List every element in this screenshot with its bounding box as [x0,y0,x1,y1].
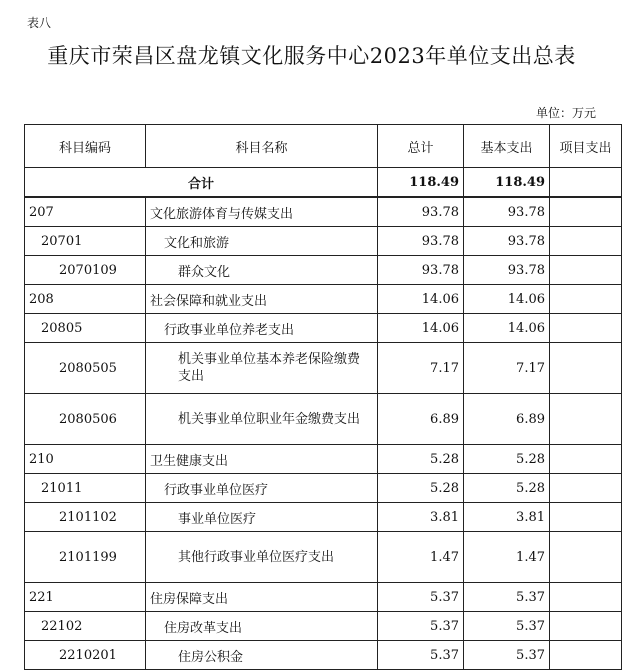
header-basic: 基本支出 [464,125,550,168]
row-code: 2080505 [25,343,146,394]
row-project [550,503,622,532]
row-name: 文化旅游体育与传媒支出 [146,197,378,227]
row-project [550,256,622,285]
row-basic: 1.47 [464,532,550,583]
total-row [25,168,622,198]
row-total: 93.78 [378,256,464,285]
row-project [550,227,622,256]
row-name: 机关事业单位职业年金缴费支出 [146,394,378,445]
row-code: 207 [25,197,146,227]
row-name: 卫生健康支出 [146,445,378,474]
table-row [25,285,622,314]
row-code: 20805 [25,314,146,343]
row-name: 行政事业单位养老支出 [146,314,378,343]
row-name: 行政事业单位医疗 [146,474,378,503]
total-total: 118.49 [378,168,464,198]
row-total: 93.78 [378,227,464,256]
row-name: 社会保障和就业支出 [146,285,378,314]
row-project [550,474,622,503]
row-code: 2101199 [25,532,146,583]
header-code: 科目编码 [25,125,146,168]
row-name: 住房公积金 [146,641,378,670]
row-project [550,285,622,314]
total-basic: 118.49 [464,168,550,198]
row-total: 7.17 [378,343,464,394]
row-total: 14.06 [378,285,464,314]
unit-label: 单位：万元 [535,106,596,120]
header-total: 总计 [378,125,464,168]
row-total: 5.37 [378,641,464,670]
row-project [550,445,622,474]
row-project [550,343,622,394]
row-total: 5.37 [378,583,464,612]
row-basic: 6.89 [464,394,550,445]
row-basic: 3.81 [464,503,550,532]
row-basic: 5.28 [464,445,550,474]
table-row [25,227,622,256]
row-name: 机关事业单位基本养老保险缴费支出 [146,343,378,394]
table-row [25,314,622,343]
row-basic: 14.06 [464,285,550,314]
total-project [550,168,622,198]
row-project [550,641,622,670]
row-basic: 7.17 [464,343,550,394]
row-basic: 93.78 [464,256,550,285]
table-row [25,474,622,503]
table-row [25,503,622,532]
row-name: 住房保障支出 [146,583,378,612]
row-project [550,532,622,583]
row-name: 其他行政事业单位医疗支出 [146,532,378,583]
table-row [25,256,622,285]
table-row [25,343,622,394]
expenditure-table [24,124,622,670]
row-total: 5.28 [378,474,464,503]
row-project [550,583,622,612]
row-code: 2080506 [25,394,146,445]
row-project [550,314,622,343]
total-label: 合计 [25,168,378,198]
row-basic: 14.06 [464,314,550,343]
row-code: 20701 [25,227,146,256]
row-total: 14.06 [378,314,464,343]
row-basic: 5.28 [464,474,550,503]
row-name: 文化和旅游 [146,227,378,256]
table-row [25,583,622,612]
row-name: 住房改革支出 [146,612,378,641]
row-name: 事业单位医疗 [146,503,378,532]
row-basic: 93.78 [464,227,550,256]
row-basic: 5.37 [464,583,550,612]
row-code: 21011 [25,474,146,503]
row-code: 210 [25,445,146,474]
row-code: 208 [25,285,146,314]
row-code: 2101102 [25,503,146,532]
header-row [25,125,622,168]
row-basic: 5.37 [464,641,550,670]
table-row [25,641,622,670]
row-code: 2210201 [25,641,146,670]
row-code: 2070109 [25,256,146,285]
row-project [550,197,622,227]
row-total: 5.28 [378,445,464,474]
row-code: 22102 [25,612,146,641]
table-row [25,532,622,583]
row-total: 6.89 [378,394,464,445]
table-row [25,394,622,445]
table-row [25,612,622,641]
table-row [25,197,622,227]
page-title: 重庆市荣昌区盘龙镇文化服务中心2023年单位支出总表 [47,44,576,68]
row-project [550,612,622,641]
row-total: 1.47 [378,532,464,583]
row-basic: 93.78 [464,197,550,227]
row-project [550,394,622,445]
row-total: 5.37 [378,612,464,641]
row-code: 221 [25,583,146,612]
row-total: 3.81 [378,503,464,532]
sheet-label: 表八 [27,16,52,30]
row-name: 群众文化 [146,256,378,285]
header-name: 科目名称 [146,125,378,168]
table-row [25,445,622,474]
row-total: 93.78 [378,197,464,227]
row-basic: 5.37 [464,612,550,641]
header-project: 项目支出 [550,125,622,168]
